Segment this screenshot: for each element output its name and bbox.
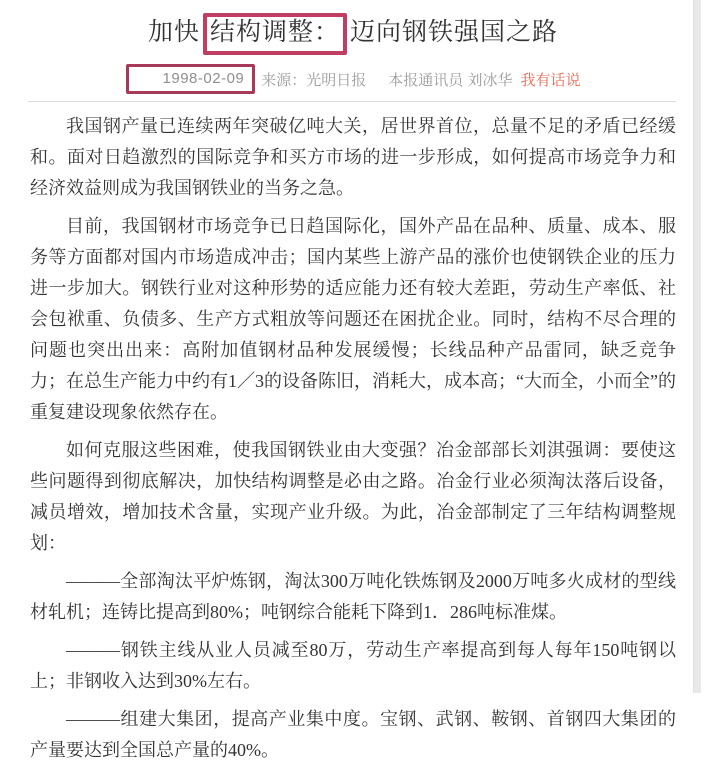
title-annotation-box [203,13,347,55]
scrollbar[interactable] [693,0,701,693]
byline: 本报通讯员 刘冰华 [388,71,513,89]
source-label: 来源：光明日报 [261,71,367,89]
date-annotation-box [126,64,256,94]
paragraph-4: ———全部淘汰平炉炼钢，淘汰300万吨化铁炼钢及2000万吨多火成材的型线材轧机；连铸比提高到80%；吨钢综合能耗下降到1．286吨标准煤。 [30,571,676,622]
paragraph-1: 我国钢产量已连续两年突破亿吨大关，居世界首位，总量不足的矛盾已经缓和。面对日趋激烈的国际竞争和买方市场的进一步形成，如何提高市场竞争力和经济效益则成为我国钢铁业的当务之急。 [30,116,676,198]
title-text-post: 迈向钢铁强国之路 [350,19,559,46]
title-text-boxed: 结构调整： [209,19,340,46]
title-text-pre: 加快 [147,19,200,46]
paragraph-5: ———钢铁主线从业人员减至80万，劳动生产率提高到每人每年150吨钢以上；非钢收入达到30%左右。 [30,640,676,691]
article-header [0,0,706,102]
paragraph-3: 如何克服这些困难，使我国钢铁业由大变强？冶金部部长刘淇强调：要使这些问题得到彻底解决，加快结构调整是必由之路。冶金行业必须淘汰落后设备，减员增效，增加技术含量，实现产业升级。为此，冶金部制定了三年结构调整规划： [30,440,676,553]
comment-link[interactable]: 我有话说 [520,71,581,89]
article-meta [0,64,706,94]
article-body [0,102,706,766]
article-title [0,13,706,55]
paragraph-2: 目前，我国钢材市场竞争已日趋国际化，国外产品在品种、质量、成本、服务等方面都对国内市场造成冲击；国内某些上游产品的涨价也使钢铁企业的压力进一步加大。钢铁行业对这种形势的适应能力还有较大差距，劳动生产率低、社会包袱重、负债多、生产方式粗放等问题还在困扰企业。同时，结构不尽合理的问题也突出出来：高附加值钢材品种发展缓慢；长线品种产品雷同，缺乏竞争力；在总生产能力中约有1／3的设备陈旧，消耗大，成本高；“大而全，小而全”的重复建设现象依然存在。 [30,216,676,422]
publish-date: 1998-02-09 [162,70,245,87]
paragraph-6: ———组建大集团，提高产业集中度。宝钢、武钢、鞍钢、首钢四大集团的产量要达到全国总产量的40%。 [30,709,676,760]
